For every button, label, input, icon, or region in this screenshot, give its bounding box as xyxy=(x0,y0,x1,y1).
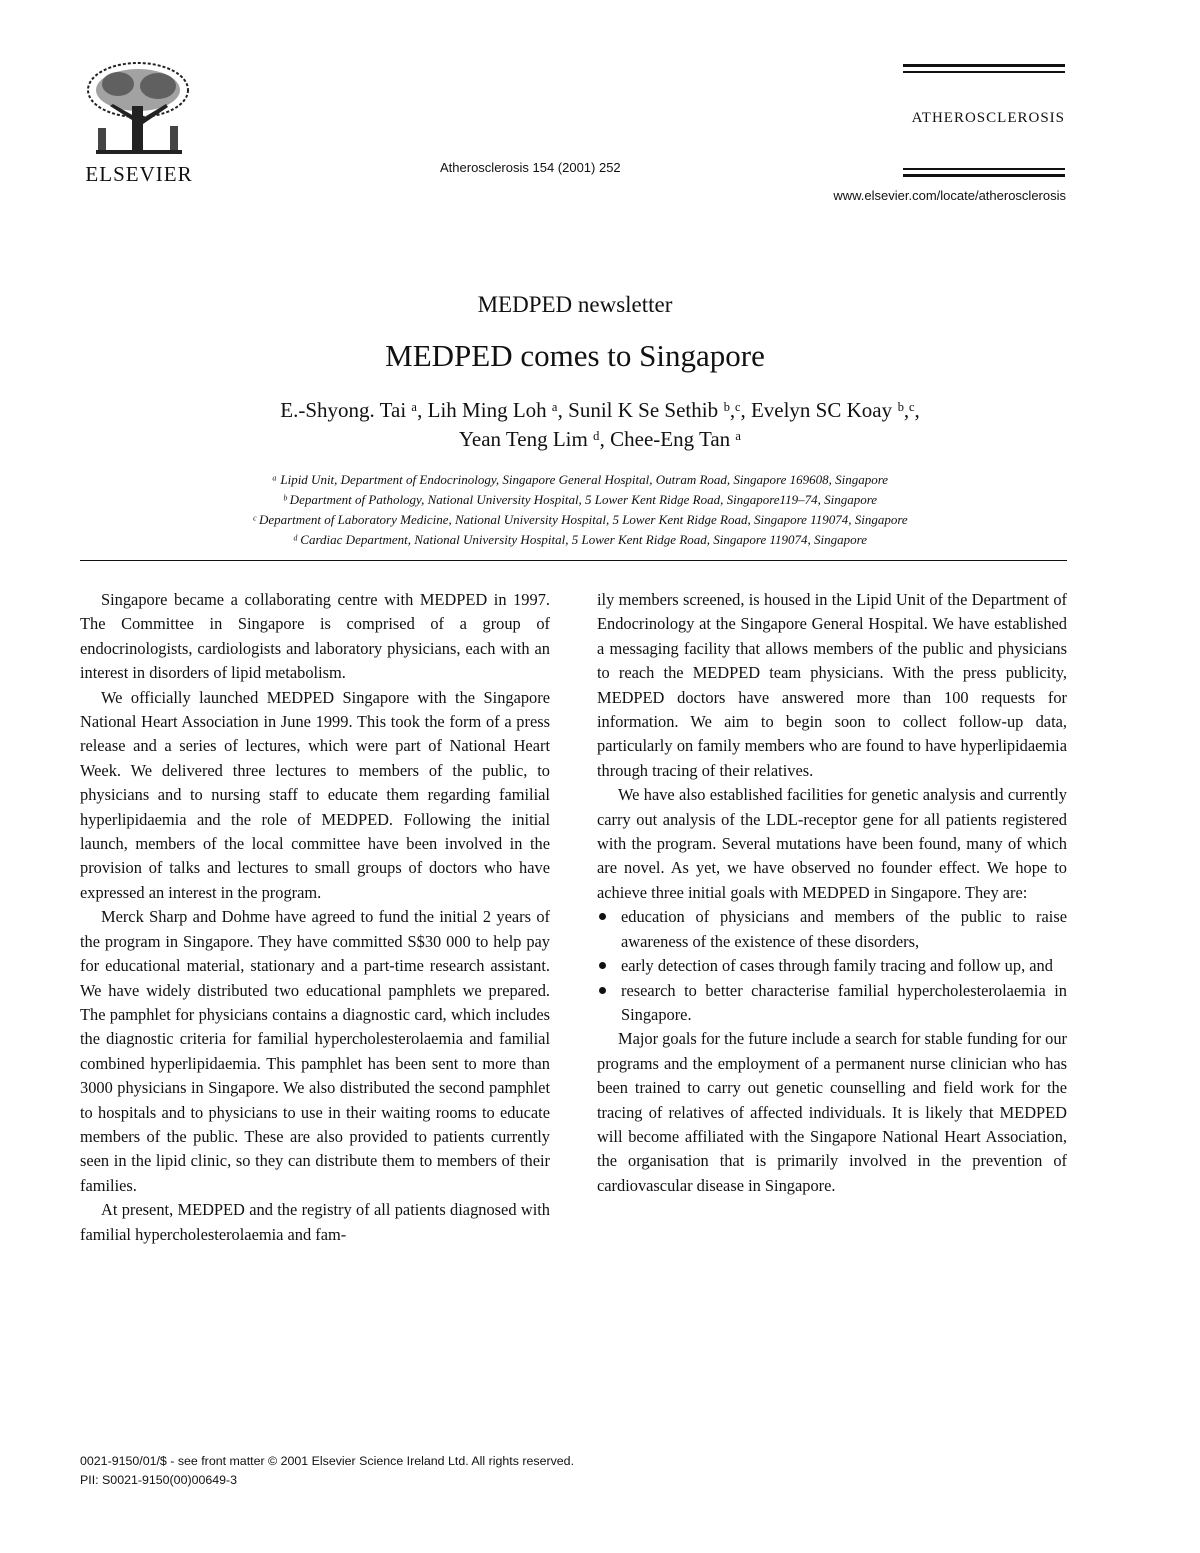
paragraph: Major goals for the future include a search for stable funding for our programs and the employment of a permanent nurse clinician who has been trained to carry out genetic counselling and field work for the tracing of relatives of affected individuals. It is likely that MEDPED will become affiliated with the Singapore National Heart Association, the organisation that is primarily involved in the prevention of cardiovascular disease in Singapore. xyxy=(597,1029,1067,1195)
journal-name: ATHEROSCLEROSIS xyxy=(911,110,1065,126)
header-rule xyxy=(903,174,1065,177)
affiliations xyxy=(80,470,1080,550)
journal-url[interactable]: www.elsevier.com/locate/atherosclerosis xyxy=(833,188,1066,203)
list-item: education of physicians and members of the public to raise awareness of the existence of these disorders, xyxy=(597,905,1067,954)
author-list xyxy=(100,396,1100,454)
header-rule xyxy=(903,64,1065,67)
pii-line: PII: S0021-9150(00)00649-3 xyxy=(80,1473,238,1487)
list-item: early detection of cases through family tracing and follow up, and xyxy=(597,954,1067,978)
authors-line: E.-Shyong. Tai ᵃ, Lih Ming Loh ᵃ, Sunil K Se Sethib ᵇ,ᶜ, Evelyn SC Koay ᵇ,ᶜ, xyxy=(280,398,920,422)
header-rule xyxy=(903,168,1065,170)
title-divider xyxy=(80,560,1067,561)
paragraph: Singapore became a collaborating centre with MEDPED in 1997. The Committee in Singapore is comprised of a group of endocrinologists, cardiologists and laboratory physicians, each with an interest in disorders of lipid metabolism. xyxy=(80,590,550,683)
bullet-icon xyxy=(599,962,606,969)
publisher-name: ELSEVIER xyxy=(85,162,193,186)
section-label: MEDPED newsletter xyxy=(477,292,673,317)
goals-list xyxy=(597,905,1067,1027)
header-rule xyxy=(903,71,1065,73)
tree-icon xyxy=(80,58,198,158)
bullet-icon xyxy=(599,913,606,920)
paragraph-continuation: ily members screened, is housed in the Lipid Unit of the Department of Endocrinology at the Singapore General Hospital. We have established a messaging facility that allows members of the public and physicians to reach the MEDPED team physicians. With the press publicity, MEDPED doctors have answered more than 100 requests for information. We aim to begin soon to collect follow-up data, particularly on family members who are found to have hyperlipidaemia through tracing of their relatives. xyxy=(597,590,1067,780)
bullet-icon xyxy=(599,987,606,994)
list-item: research to better characterise familial hypercholesterolaemia in Singapore. xyxy=(597,979,1067,1028)
body-column-right xyxy=(597,588,1067,1198)
footer xyxy=(80,1452,574,1490)
paragraph: We have also established facilities for genetic analysis and currently carry out analysis of the LDL-receptor gene for all patients registered with the program. Several mutations have been found, many of which are novel. As yet, we have observed no founder effect. We hope to achieve three initial goals with MEDPED in Singapore. They are: xyxy=(597,785,1067,902)
paragraph: At present, MEDPED and the registry of all patients diagnosed with familial hypercholesterolaemia and fam- xyxy=(80,1200,550,1244)
copyright-line: 0021-9150/01/$ - see front matter © 2001 Elsevier Science Ireland Ltd. All rights reserved. xyxy=(80,1454,575,1468)
affiliation: ᵈ Cardiac Department, National University Hospital, 5 Lower Kent Ridge Road, Singapore 119074, Singapore xyxy=(293,532,867,547)
affiliation: ᵇ Department of Pathology, National University Hospital, 5 Lower Kent Ridge Road, Singapore119–74, Singapore xyxy=(282,492,878,507)
affiliation: ᵃ Lipid Unit, Department of Endocrinology, Singapore General Hospital, Outram Road, Singapore 169608, Singapore xyxy=(271,472,889,487)
body-column-left xyxy=(80,588,550,1247)
journal-citation: Atherosclerosis 154 (2001) 252 xyxy=(440,160,621,175)
paragraph: We officially launched MEDPED Singapore with the Singapore National Heart Association in June 1999. This took the form of a press release and a series of lectures, which were part of National Heart Week. We delivered three lectures to members of the public, to physicians and to nursing staff to educate them regarding familial hyperlipidaemia and the role of MEDPED. Following the initial launch, members of the local committee have been involved in the provision of talks and lectures to small groups of doctors who have expressed an interest in the program. xyxy=(80,687,550,902)
paragraph: Merck Sharp and Dohme have agreed to fund the initial 2 years of the program in Singapore. They have committed S$30 000 to help pay for educational material, stationary and a part-time research assistant. We have widely distributed two educational pamphlets we prepared. The pamphlet for physicians contains a diagnostic card, which includes the diagnostic criteria for familial hypercholesterolaemia and familial combined hyperlipidaemia. This pamphlet has been sent to more than 3000 physicians in Singapore. We also distributed the second pamphlet to hospitals and to physicians to use in their waiting rooms to educate members of the public. These are also provided to patients currently seen in the lipid clinic, so they can distribute them to members of their families. xyxy=(80,907,550,1195)
authors-line: Yean Teng Lim ᵈ, Chee-Eng Tan ᵃ xyxy=(458,427,742,451)
article-title: MEDPED comes to Singapore xyxy=(385,338,765,373)
affiliation: ᶜ Department of Laboratory Medicine, National University Hospital, 5 Lower Kent Ridge Road, Singapore 119074, Singapore xyxy=(252,512,908,527)
